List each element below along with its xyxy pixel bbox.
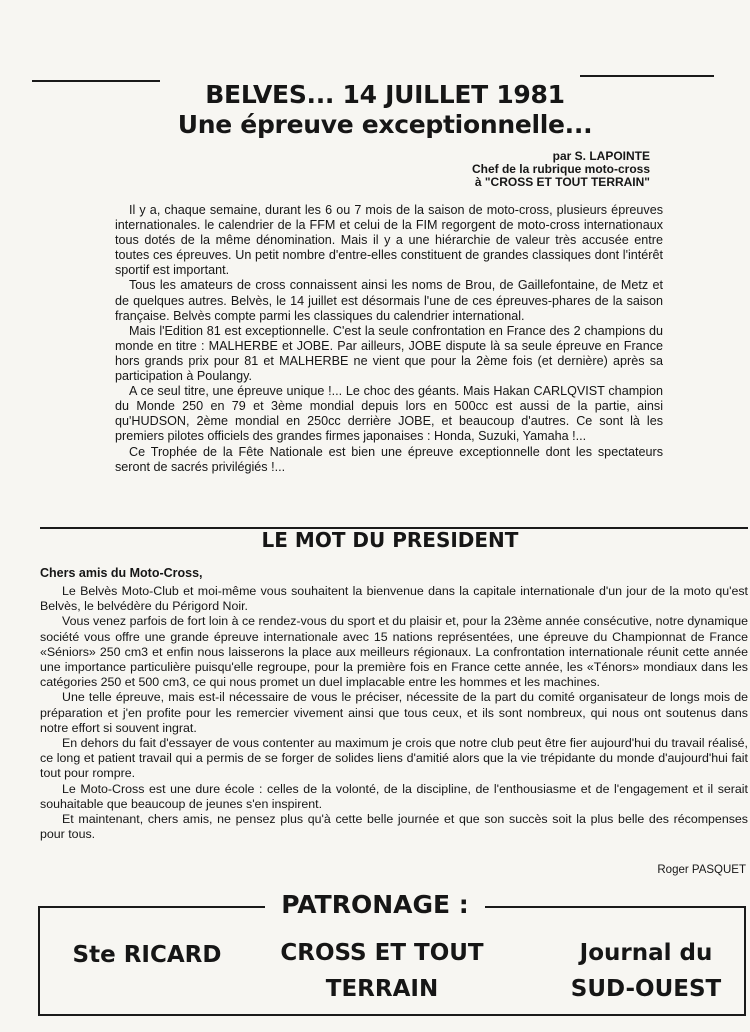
letter-body xyxy=(40,584,748,842)
article-paragraph: Il y a, chaque semaine, durant les 6 ou 7 mois de la saison de moto-cross, plusieurs épreuves internationales. le calendrier de la FFM et celui de la FIM regorgent de moto-cross internationaux tous dotés de la même dénomination. Mais il y a une hiérarchie de valeur très accusée entre toutes ces épreuves. Un petit nombre d'entre-elles constituent de grandes classiques dont l'intérêt sportif est important. xyxy=(115,203,663,278)
letter-signature: Roger PASQUET xyxy=(657,864,746,876)
sponsor-ricard: Ste RICARD xyxy=(72,942,222,968)
sponsor-sud-ouest-line2: SUD-OUEST xyxy=(570,976,722,1002)
letter-paragraph: Le Belvès Moto-Club et moi-même vous souhaitent la bienvenue dans la capitale internationale d'un jour de la moto qu'est Belvès, le belvédère du Périgord Noir. xyxy=(40,584,748,614)
byline-role: Chef de la rubrique moto-cross xyxy=(471,162,650,176)
header-rule-right xyxy=(580,75,714,77)
letter-paragraph: Une telle épreuve, mais est-il nécessaire de vous le préciser, nécessite de la part du comité organisateur de longs mois de préparation et j'en profite pour les remercier vivement ainsi que tous ceux, et ils sont nombreux, qui nous ont soutenus dans notre effort si souvent ingrat. xyxy=(40,690,748,735)
letter-paragraph: Vous venez parfois de fort loin à ce rendez-vous du sport et du plaisir et, pour la 23ème année consécutive, notre dynamique société vous offre une grande épreuve internationale avec 15 nations représentées, une épreuve du Championnat de France «Séniors» 250 cm3 et enfin nous laisserons la place aux meilleurs régionaux. La confrontation internationale réunit cette année une importance particulière puisqu'elle regroupe, pour la première fois en France cette année, les «Ténors» mondiaux dans les catégories 250 et 500 cm3, ce qui nous promet un duel implacable entre les hommes et les machines. xyxy=(40,614,748,690)
sponsor-sud-ouest xyxy=(548,935,744,1007)
sponsor-cross-line2: TERRAIN xyxy=(325,976,439,1002)
article-body xyxy=(115,203,663,475)
byline-publication: à "CROSS ET TOUT TERRAIN" xyxy=(474,175,650,189)
sponsor-cross-et-tout-terrain xyxy=(262,935,502,1007)
sponsor-cross-line1: CROSS ET TOUT xyxy=(280,940,484,966)
patronage-heading: PATRONAGE : xyxy=(265,890,485,920)
article-title-line2: Une épreuve exceptionnelle... xyxy=(177,110,593,139)
article-byline xyxy=(472,150,650,189)
president-heading: LE MOT DU PRESIDENT xyxy=(261,528,519,552)
letter-paragraph: Et maintenant, chers amis, ne pensez plus qu'à cette belle journée et que son succès soit la plus belle des récompenses pour tous. xyxy=(40,812,748,842)
article-title-line1: BELVES... 14 JUILLET 1981 xyxy=(205,80,565,109)
letter-greeting: Chers amis du Moto-Cross, xyxy=(40,566,203,580)
byline-author: par S. LAPOINTE xyxy=(552,149,650,163)
letter-paragraph: En dehors du fait d'essayer de vous contenter au maximum je crois que notre club peut être fier aujourd'hui du travail réalisé, ce long et patient travail qui a permis de se forger de solides liens d'amitié alors que la vie trépidante du monde d'aujourd'hui fait tout pour rompre. xyxy=(40,736,748,781)
sponsor-sud-ouest-line1: Journal du xyxy=(579,940,713,966)
article-paragraph: A ce seul titre, une épreuve unique !... Le choc des géants. Mais Hakan CARLQVIST champion du Monde 250 en 79 et 3ème mondial depuis lors en 500cc est aussi de la partie, ainsi qu'HUDSON, 2ème mondial en 250cc derrière JOBE, et beaucoup d'autres. Ce sont là les premiers pilotes officiels des grandes firmes japonaises : Honda, Suzuki, Yamaha !... xyxy=(115,384,663,444)
article-paragraph: Ce Trophée de la Fête Nationale est bien une épreuve exceptionnelle dont les spectateurs seront de sacrés privilégiés !... xyxy=(115,444,663,474)
article-paragraph: Tous les amateurs de cross connaissent ainsi les noms de Brou, de Gaillefontaine, de Metz et de quelques autres. Belvès, le 14 juillet est désormais l'une de ces épreuves-phares de la saison française. Belvès compte parmi les classiques du calendrier international. xyxy=(115,278,663,323)
article-paragraph: Mais l'Edition 81 est exceptionnelle. C'est la seule confrontation en France des 2 champions du monde en titre : MALHERBE et JOBE. Par ailleurs, JOBE dispute là sa seule épreuve en France hors grands prix pour 81 et MALHERBE ne vient que pour la 2ème fois (et dernière) après sa participation à Poulangy. xyxy=(115,323,663,384)
letter-paragraph: Le Moto-Cross est une dure école : celles de la volonté, de la discipline, de l'enthousiasme et de l'engagement et il serait souhaitable que beaucoup de jeunes s'en inspirent. xyxy=(40,781,748,811)
